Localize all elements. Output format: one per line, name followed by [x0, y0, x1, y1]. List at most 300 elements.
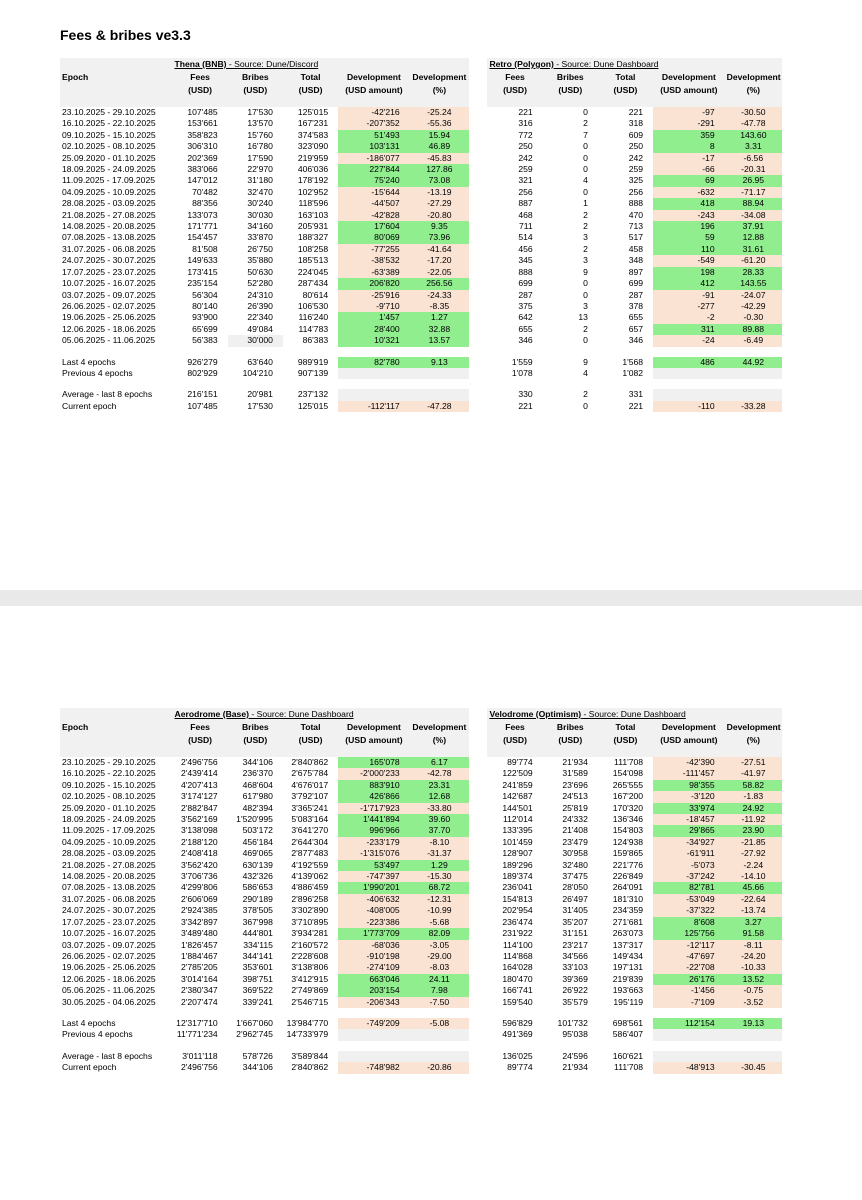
table-row: [60, 951, 782, 962]
left-cell-1: 344'141: [242, 950, 273, 961]
left-cell-4: -20.86: [410, 1062, 469, 1073]
left-cell-4: [410, 1029, 469, 1040]
left-cell-0: 2'380'347: [180, 985, 218, 996]
right-cell-0: 128'907: [502, 848, 533, 859]
left-cell-3: 227'844: [338, 164, 410, 175]
left-cell-4: 9.35: [410, 221, 469, 232]
right-cell-3: -277: [653, 301, 725, 312]
right-cell-1: 23'217: [562, 939, 588, 950]
header-dev_pct: (%): [725, 84, 782, 97]
right-cell-1: 31'151: [562, 928, 588, 939]
right-cell-3: -97: [653, 107, 725, 118]
right-cell-2: 250: [628, 141, 644, 152]
left-cell-2: 2'840'862: [291, 1062, 329, 1073]
right-cell-4: -0.30: [725, 312, 782, 323]
left-cell-1: 469'065: [242, 848, 273, 859]
right-cell-4: -61.20: [725, 255, 782, 266]
epoch-cell: 21.08.2025 - 27.08.2025: [62, 859, 156, 870]
left-cell-0: 3'342'897: [180, 916, 218, 927]
left-cell-4: 24.11: [410, 974, 469, 985]
table-row: [60, 368, 782, 379]
left-cell-0: 154'457: [187, 232, 218, 243]
header-total: (USD): [283, 734, 338, 747]
right-cell-3: -291: [653, 118, 725, 129]
right-cell-4: -20.31: [725, 164, 782, 175]
epoch-cell: 28.08.2025 - 03.09.2025: [62, 198, 156, 209]
right-cell-3: 486: [653, 357, 725, 368]
right-cell-4: -22.64: [725, 894, 782, 905]
left-cell-3: -112'117: [338, 401, 410, 412]
right-cell-2: 256: [628, 186, 644, 197]
right-cell-1: 39'369: [562, 973, 588, 984]
right-cell-3: [653, 1051, 725, 1062]
left-cell-2: 118'596: [298, 198, 329, 209]
left-cell-1: 30'240: [247, 198, 273, 209]
right-cell-2: 159'865: [612, 848, 644, 859]
epoch-cell: 02.10.2025 - 08.10.2025: [62, 141, 156, 152]
right-cell-0: 699: [518, 278, 533, 289]
table-row: [60, 768, 782, 779]
right-cell-2: 264'091: [612, 882, 644, 893]
left-cell-4: -27.29: [410, 198, 469, 209]
left-cell-4: -15.30: [410, 871, 469, 882]
left-cell-3: 53'497: [338, 860, 410, 871]
left-cell-0: 2'496'756: [180, 757, 218, 767]
left-cell-2: 3'792'107: [291, 791, 329, 802]
left-cell-3: -63'389: [338, 267, 410, 278]
left-cell-4: 7.98: [410, 985, 469, 996]
right-cell-0: 642: [518, 312, 533, 323]
epoch-cell: 09.10.2025 - 15.10.2025: [62, 779, 156, 790]
left-cell-4: -12.31: [410, 894, 469, 905]
left-cell-1: 367'998: [242, 916, 273, 927]
right-cell-1: 2: [583, 221, 588, 232]
left-cell-2: 374'583: [297, 129, 329, 140]
right-cell-1: 35'207: [562, 916, 588, 927]
left-cell-1: 15'760: [247, 129, 273, 140]
right-cell-4: -21.85: [725, 837, 782, 848]
right-cell-3: -42'390: [653, 757, 725, 768]
document-page-1: [13, 0, 849, 590]
left-cell-2: 167'231: [297, 118, 329, 129]
right-cell-0: 491'369: [502, 1029, 533, 1040]
left-cell-0: 3'489'480: [180, 928, 218, 939]
header-total: Total: [598, 721, 653, 734]
right-cell-1: 2: [583, 323, 588, 334]
table-row: [60, 175, 782, 186]
right-cell-4: -6.49: [725, 335, 782, 346]
header-epoch: Epoch: [60, 721, 172, 734]
header-fees: (USD): [487, 734, 542, 747]
right-cell-0: 231'922: [502, 928, 533, 939]
right-cell-2: 160'621: [612, 1050, 644, 1061]
left-cell-4: -7.50: [410, 997, 469, 1008]
right-cell-0: 345: [518, 255, 533, 266]
left-cell-3: 10'321: [338, 335, 410, 346]
left-cell-2: 5'083'164: [291, 814, 329, 825]
right-cell-0: 202'954: [502, 905, 533, 916]
header-bribes: Bribes: [543, 721, 598, 734]
right-cell-1: 28'050: [562, 882, 588, 893]
left-cell-4: 32.88: [410, 324, 469, 335]
left-cell-0: 4'299'806: [180, 882, 218, 893]
right-cell-3: -47'697: [653, 951, 725, 962]
right-cell-4: 89.88: [725, 324, 782, 335]
right-cell-3: 33'974: [653, 803, 725, 814]
header-fees: (USD): [172, 84, 227, 97]
left-cell-3: 165'078: [338, 757, 410, 768]
left-cell-0: 4'207'413: [180, 779, 218, 790]
left-cell-2: 237'132: [297, 389, 329, 400]
epoch-cell: Last 4 epochs: [62, 356, 116, 367]
epoch-cell: 16.10.2025 - 22.10.2025: [62, 768, 156, 779]
left-cell-0: 202'369: [187, 152, 218, 163]
right-cell-0: 321: [518, 175, 533, 186]
right-cell-3: -2: [653, 312, 725, 323]
right-cell-2: 219'839: [612, 973, 644, 984]
right-cell-0: 514: [518, 232, 533, 243]
epoch-cell: 26.06.2025 - 02.07.2025: [62, 300, 156, 311]
left-cell-2: 323'090: [297, 141, 329, 152]
right-cell-3: -61'911: [653, 848, 725, 859]
left-cell-1: 578'726: [242, 1050, 273, 1061]
header-dev_amount: Development: [653, 71, 725, 84]
left-cell-3: -748'982: [338, 1062, 410, 1073]
epoch-cell: 26.06.2025 - 02.07.2025: [62, 950, 156, 961]
right-cell-2: 888: [628, 198, 644, 209]
left-cell-2: 2'749'869: [291, 985, 329, 996]
right-cell-4: 13.52: [725, 974, 782, 985]
left-cell-2: 989'919: [297, 356, 329, 367]
right-cell-4: 31.61: [725, 244, 782, 255]
left-cell-0: 2'439'414: [180, 768, 218, 779]
left-cell-4: 37.70: [410, 825, 469, 836]
right-cell-1: 4: [583, 175, 588, 186]
right-cell-2: 265'555: [612, 779, 644, 790]
epoch-cell: 24.07.2025 - 30.07.2025: [62, 255, 156, 266]
epoch-cell: 17.07.2025 - 23.07.2025: [62, 916, 156, 927]
right-cell-4: 3.31: [725, 141, 782, 152]
right-cell-0: 114'100: [502, 939, 533, 950]
left-cell-2: 3'589'844: [291, 1050, 329, 1061]
epoch-cell: 19.06.2025 - 25.06.2025: [62, 962, 156, 973]
right-cell-0: 89'774: [507, 1062, 533, 1073]
right-cell-1: 21'408: [562, 825, 588, 836]
right-cell-1: 2: [583, 118, 588, 129]
right-cell-3: 196: [653, 221, 725, 232]
header-bribes: Bribes: [228, 721, 283, 734]
left-cell-3: 1'990'201: [338, 882, 410, 893]
epoch-cell: 21.08.2025 - 27.08.2025: [62, 209, 156, 220]
right-cell-1: 24'513: [562, 791, 588, 802]
header-dev_pct: (%): [410, 734, 469, 747]
right-cell-4: -30.45: [725, 1062, 782, 1073]
left-cell-0: 358'823: [187, 129, 218, 140]
right-cell-3: 418: [653, 198, 725, 209]
table-row: [60, 894, 782, 905]
right-cell-4: [725, 389, 782, 400]
right-cell-0: 887: [518, 198, 533, 209]
document-page-2: [13, 606, 849, 1200]
right-cell-2: 124'938: [612, 836, 644, 847]
epoch-cell: 11.09.2025 - 17.09.2025: [62, 825, 156, 836]
left-cell-2: 125'015: [297, 107, 329, 117]
right-cell-3: -632: [653, 187, 725, 198]
left-cell-3: -9'710: [338, 301, 410, 312]
right-cell-0: 221: [518, 400, 533, 411]
epoch-cell: 23.10.2025 - 29.10.2025: [62, 757, 156, 767]
header-bribes: Bribes: [228, 71, 283, 84]
right-cell-2: 655: [628, 312, 644, 323]
epoch-cell: 07.08.2025 - 13.08.2025: [62, 882, 156, 893]
left-cell-0: 2'882'847: [180, 802, 218, 813]
left-cell-4: -8.03: [410, 962, 469, 973]
left-cell-4: -29.00: [410, 951, 469, 962]
right-cell-3: 311: [653, 324, 725, 335]
table-row: [60, 267, 782, 278]
right-cell-2: 713: [628, 221, 644, 232]
left-cell-3: 17'604: [338, 221, 410, 232]
table-row: [60, 780, 782, 791]
group-title-left: Thena (BNB) - Source: Dune/Discord: [172, 58, 469, 71]
table-row: [60, 255, 782, 266]
left-cell-2: 406'036: [297, 164, 329, 175]
left-cell-1: 432'326: [242, 871, 273, 882]
right-cell-2: 242: [628, 152, 644, 163]
left-cell-2: 4'139'062: [291, 871, 329, 882]
left-cell-2: 3'365'241: [291, 802, 329, 813]
document-title: Fees & bribes ve3.3: [60, 27, 191, 43]
left-cell-4: -33.80: [410, 803, 469, 814]
left-cell-4: -24.33: [410, 290, 469, 301]
header-epoch: Epoch: [60, 71, 172, 84]
right-cell-2: 271'681: [612, 916, 644, 927]
right-cell-0: 711: [518, 221, 533, 232]
left-cell-2: 14'733'979: [286, 1029, 329, 1040]
right-cell-2: 1'568: [622, 356, 644, 367]
left-cell-0: 3'562'420: [180, 859, 218, 870]
header-fees: (USD): [487, 84, 542, 97]
right-cell-3: 8'608: [653, 917, 725, 928]
left-cell-1: 290'189: [242, 893, 273, 904]
left-cell-1: 378'505: [242, 905, 273, 916]
right-cell-3: -243: [653, 210, 725, 221]
table-row: [60, 928, 782, 939]
left-cell-3: [338, 389, 410, 400]
table-row: [60, 837, 782, 848]
epoch-cell: 04.09.2025 - 10.09.2025: [62, 836, 156, 847]
left-cell-3: -42'828: [338, 210, 410, 221]
table-row: [60, 198, 782, 209]
right-cell-2: 221: [628, 107, 644, 117]
left-cell-4: 256.56: [410, 278, 469, 289]
left-cell-3: -749'209: [338, 1018, 410, 1029]
left-cell-4: -10.99: [410, 905, 469, 916]
left-cell-1: 17'530: [247, 107, 273, 117]
right-cell-4: [725, 1029, 782, 1040]
right-cell-2: 195'119: [613, 996, 644, 1007]
left-cell-0: 171'771: [187, 221, 218, 232]
right-cell-3: -66: [653, 164, 725, 175]
left-cell-3: 663'046: [338, 974, 410, 985]
right-cell-3: -1'456: [653, 985, 725, 996]
left-cell-2: 2'675'784: [291, 768, 329, 779]
left-cell-2: 4'676'017: [291, 779, 329, 790]
right-cell-2: 221'776: [612, 859, 644, 870]
table-row: [60, 974, 782, 985]
table-row: [60, 825, 782, 836]
right-cell-0: 236'474: [502, 916, 533, 927]
left-cell-2: 907'139: [297, 367, 329, 378]
left-cell-3: 28'400: [338, 324, 410, 335]
right-cell-1: 0: [583, 278, 588, 289]
right-cell-4: -0.75: [725, 985, 782, 996]
right-cell-2: 1'082: [622, 367, 644, 378]
left-cell-2: 205'931: [297, 221, 329, 232]
header-dev_amount: (USD amount): [338, 734, 410, 747]
right-cell-0: 316: [518, 118, 533, 129]
left-cell-3: 80'069: [338, 232, 410, 243]
header-fees: Fees: [172, 721, 227, 734]
left-cell-3: 75'240: [338, 175, 410, 186]
left-cell-0: 56'383: [192, 335, 218, 346]
left-cell-2: 185'513: [297, 255, 329, 266]
table-row: [60, 278, 782, 289]
epoch-cell: Previous 4 epochs: [62, 1029, 133, 1040]
epoch-cell: Average - last 8 epochs: [62, 389, 153, 400]
right-cell-4: -47.78: [725, 118, 782, 129]
left-cell-1: 17'590: [247, 152, 273, 163]
header-total: Total: [283, 71, 338, 84]
left-cell-1: 344'106: [242, 1062, 273, 1073]
right-cell-4: 37.91: [725, 221, 782, 232]
epoch-cell: 25.09.2020 - 01.10.2025: [62, 802, 156, 813]
left-cell-3: 203'154: [338, 985, 410, 996]
table-row: [60, 962, 782, 973]
right-cell-3: -22'708: [653, 962, 725, 973]
right-cell-1: 24'596: [562, 1050, 588, 1061]
left-cell-1: 334'115: [243, 939, 273, 950]
right-cell-3: -48'913: [653, 1062, 725, 1073]
right-cell-0: 189'374: [502, 871, 533, 882]
left-cell-0: 1'826'457: [180, 939, 218, 950]
right-cell-3: -110: [653, 401, 725, 412]
left-cell-1: 22'340: [247, 312, 273, 323]
left-cell-0: 216'151: [187, 389, 218, 400]
left-cell-4: -13.19: [410, 187, 469, 198]
group-title-left: Aerodrome (Base) - Source: Dune Dashboard: [172, 708, 469, 721]
right-cell-1: 30'958: [562, 848, 588, 859]
left-cell-1: 49'084: [247, 323, 273, 334]
right-cell-0: 114'868: [502, 950, 533, 961]
right-cell-3: 125'756: [653, 928, 725, 939]
right-cell-0: 101'459: [502, 836, 533, 847]
right-cell-2: 897: [628, 266, 644, 277]
table-row: [60, 301, 782, 312]
left-cell-2: 80'614: [302, 289, 329, 300]
left-cell-2: 108'258: [297, 243, 329, 254]
right-cell-0: 655: [518, 323, 533, 334]
right-cell-4: -42.29: [725, 301, 782, 312]
left-cell-1: 16'780: [247, 141, 273, 152]
right-cell-1: 9: [583, 356, 588, 367]
left-cell-3: -274'109: [338, 962, 410, 973]
right-cell-3: [653, 1029, 725, 1040]
right-cell-0: 1'078: [511, 367, 533, 378]
left-cell-4: 73.96: [410, 232, 469, 243]
left-cell-2: 2'896'258: [291, 893, 329, 904]
left-cell-2: 3'710'895: [291, 916, 329, 927]
left-cell-4: -41.64: [410, 244, 469, 255]
left-cell-3: -44'507: [338, 198, 410, 209]
table-row: [60, 860, 782, 871]
right-cell-2: 331: [628, 389, 644, 400]
left-cell-4: [410, 389, 469, 400]
left-cell-3: -186'077: [338, 153, 410, 164]
header-dev_amount: Development: [338, 721, 410, 734]
table-row: [60, 1018, 782, 1029]
left-cell-4: -47.28: [410, 401, 469, 412]
right-cell-2: 470: [628, 209, 644, 220]
right-cell-4: -13.74: [725, 905, 782, 916]
right-cell-3: 26'176: [653, 974, 725, 985]
epoch-cell: 19.06.2025 - 25.06.2025: [62, 312, 156, 323]
left-cell-1: 22'970: [247, 164, 273, 175]
left-cell-3: -223'386: [338, 917, 410, 928]
header-bribes: (USD): [543, 84, 598, 97]
left-cell-3: -1'717'923: [338, 803, 410, 814]
right-cell-3: 359: [653, 130, 725, 141]
right-cell-0: 144'501: [502, 802, 533, 813]
left-cell-0: 306'310: [187, 141, 218, 152]
right-cell-3: 412: [653, 278, 725, 289]
table-row: [60, 141, 782, 152]
right-cell-2: 111'708: [614, 757, 644, 767]
left-cell-3: -77'255: [338, 244, 410, 255]
left-cell-0: 2'207'474: [180, 996, 218, 1007]
right-cell-0: 133'395: [502, 825, 533, 836]
right-cell-3: -3'120: [653, 791, 725, 802]
epoch-cell: 31.07.2025 - 06.08.2025: [62, 893, 156, 904]
left-cell-3: 1'773'709: [338, 928, 410, 939]
left-cell-2: 102'952: [297, 186, 329, 197]
header-total: (USD): [598, 84, 653, 97]
right-cell-3: 110: [653, 244, 725, 255]
left-cell-4: -31.37: [410, 848, 469, 859]
left-cell-0: 80'140: [192, 300, 218, 311]
left-cell-3: 103'131: [338, 141, 410, 152]
right-cell-4: -3.52: [725, 997, 782, 1008]
right-cell-0: 122'509: [502, 768, 533, 779]
right-cell-0: 154'813: [502, 893, 533, 904]
right-cell-1: 0: [583, 141, 588, 152]
right-cell-1: 31'589: [562, 768, 588, 779]
right-cell-0: 330: [518, 389, 533, 400]
left-cell-4: 68.72: [410, 882, 469, 893]
right-cell-1: 1: [583, 198, 588, 209]
table-row: [60, 290, 782, 301]
right-cell-3: 82'781: [653, 882, 725, 893]
epoch-cell: 09.10.2025 - 15.10.2025: [62, 129, 156, 140]
table-row: [60, 871, 782, 882]
left-cell-0: 56'304: [192, 289, 218, 300]
left-cell-4: -45.83: [410, 153, 469, 164]
header-dev_amount: Development: [338, 71, 410, 84]
right-cell-2: 378: [628, 300, 644, 311]
left-cell-1: 31'180: [247, 175, 273, 186]
table-row: [60, 803, 782, 814]
table-row: [60, 164, 782, 175]
